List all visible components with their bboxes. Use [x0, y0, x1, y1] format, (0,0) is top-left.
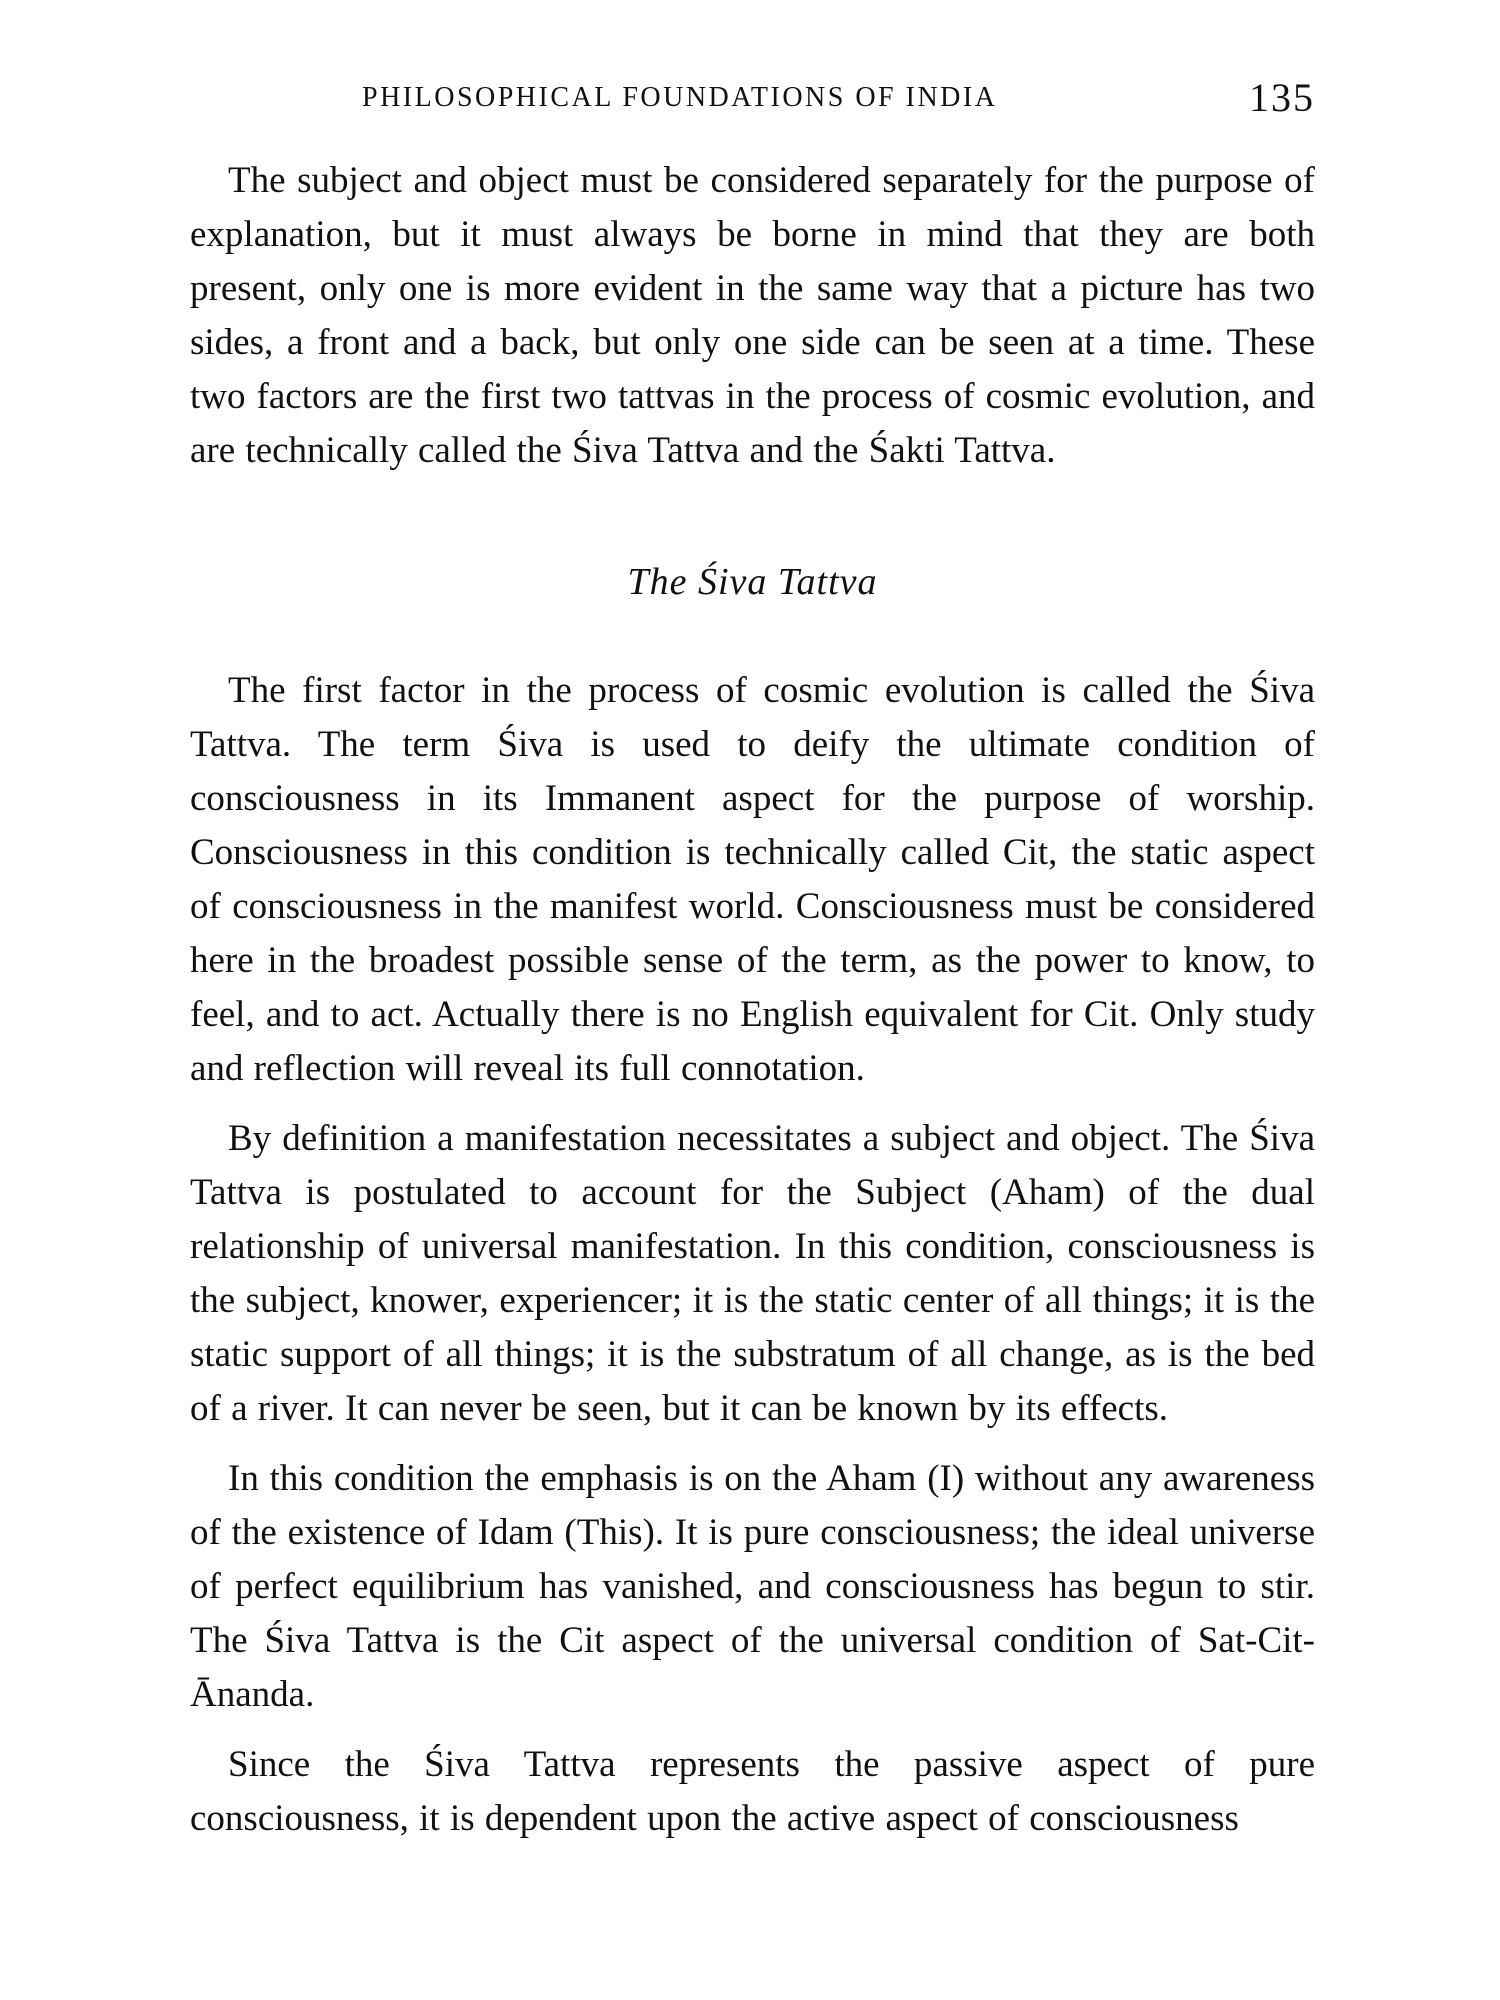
paragraph-4: In this condition the emphasis is on the Aham (I) without any awareness of the existence of Idam (This). It is pure consciousness; the ideal universe of perfect equilibrium has vanished, and consciousness has begun to stir. The Śiva Tattva is the Cit aspect of the universal condition of Sat-Cit-Ānanda. — [190, 1458, 1315, 1715]
section-title: The Śiva Tattva — [627, 561, 878, 603]
paragraph-2: The first factor in the process of cosmic evolution is called the Śiva Tattva. The term Śiva is used to deify the ultimate condition of consciousness in its Immanent aspect for the purpose of worship. Consciousness in this condition is technically called Cit, the static aspect of consciousness in the manifest world. Consciousness must be considered here in the broadest possible sense of the term, as the power to know, to feel, and to act. Actually there is no English equivalent for Cit. Only study and reflection will reveal its full connotation. — [190, 670, 1315, 1089]
book-page — [190, 70, 1315, 1862]
running-title: PHILOSOPHICAL FOUNDATIONS OF INDIA — [362, 82, 998, 113]
paragraph-1: The subject and object must be considered separately for the purpose of explanation, but it must always be borne in mind that they are both present, only one is more evident in the same way that a picture has two sides, a front and a back, but only one side can be seen at a time. These two factors are the first two tattvas in the process of cosmic evolution, and are technically called the Śiva Tattva and the Śakti Tattva. — [190, 160, 1315, 471]
paragraph-3: By definition a manifestation necessitates a subject and object. The Śiva Tattva is postulated to account for the Subject (Aham) of the dual relationship of universal manifestation. In this condition, consciousness is the subject, knower, experiencer; it is the static center of all things; it is the static support of all things; it is the substratum of all change, as is the bed of a river. It can never be seen, but it can be known by its effects. — [190, 1118, 1315, 1429]
running-head — [190, 70, 1315, 130]
page-number: 135 — [1249, 75, 1315, 120]
paragraph-5: Since the Śiva Tattva represents the passive aspect of pure consciousness, it is dependent upon the active aspect of consciousness — [190, 1744, 1315, 1839]
